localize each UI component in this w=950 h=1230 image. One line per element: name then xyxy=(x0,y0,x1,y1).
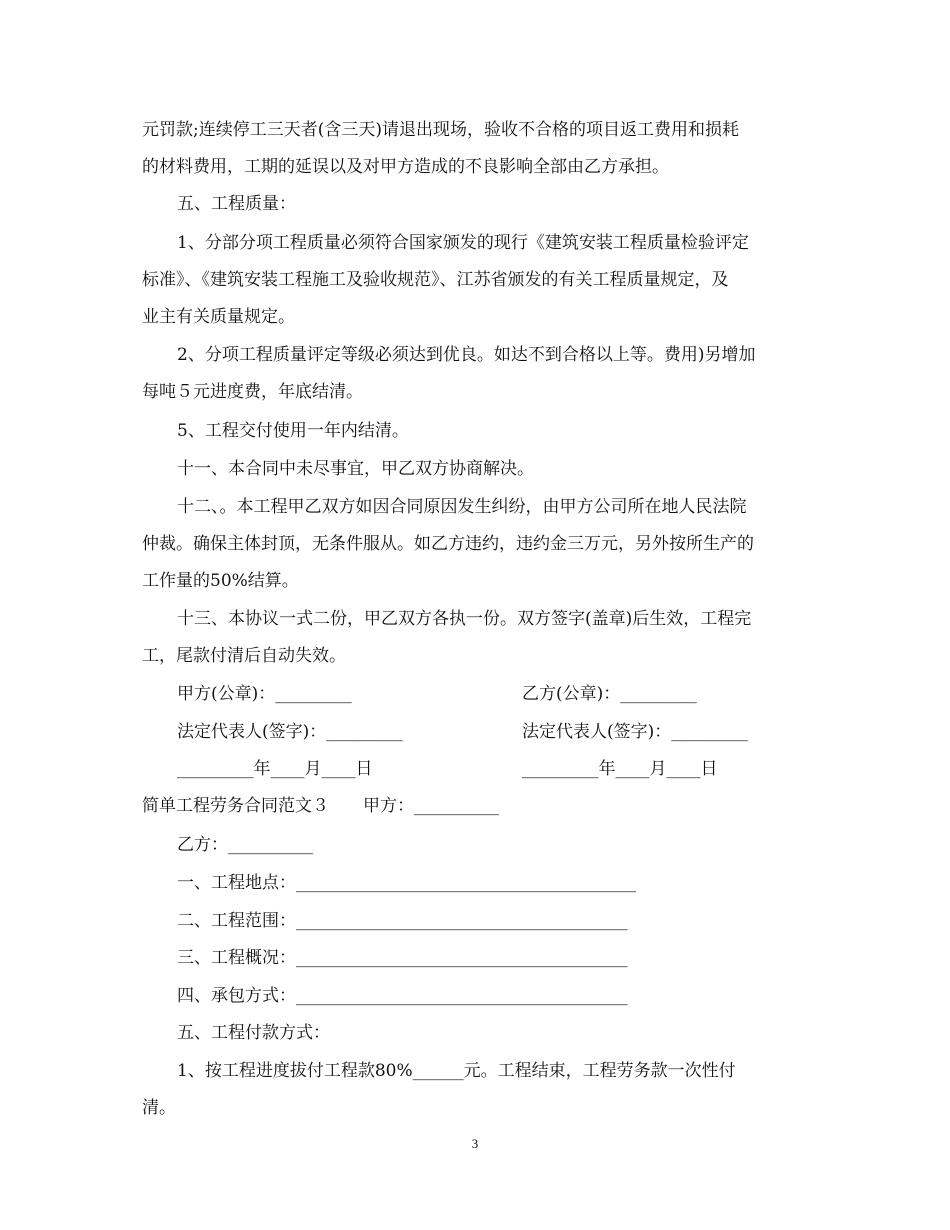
clause-eleven: 十一、本合同中未尽事宜，甲乙双方协商解决。 xyxy=(177,459,534,479)
contract-title-line: 简单工程劳务合同范文３ 甲方：__________ xyxy=(142,796,499,816)
party-a-seal-field: 甲方(公章)：_________ xyxy=(177,684,352,704)
paragraph-line: 标准》、《建筑安装工程施工及验收规范》、江苏省颁发的有关工程质量规定，及 xyxy=(142,270,729,290)
payment-clause-cont: 清。 xyxy=(142,1098,176,1118)
paragraph-line: 元罚款;连续停工三天者(含三天)请退出现场，验收不合格的项目返工费用和损耗 xyxy=(142,120,739,140)
contract-method-field: 四、承包方式：_______________________________________ xyxy=(177,986,628,1006)
paragraph-line: 1、分部分项工程质量必须符合国家颁发的现行《建筑安装工程质量检验评定 xyxy=(177,233,749,253)
paragraph-line: 5、工程交付使用一年内结清。 xyxy=(177,421,409,441)
clause-thirteen: 十三、本协议一式二份，甲乙双方各执一份。双方签字(盖章)后生效，工程完 xyxy=(177,609,752,629)
section-heading-quality: 五、工程质量： xyxy=(177,194,296,214)
party-a-date-field: _________年____月____日 xyxy=(177,759,373,779)
paragraph-line: 仲裁。确保主体封顶，无条件服从。如乙方违约，违约金三万元，另外按所生产的 xyxy=(142,534,754,554)
paragraph-line: 2、分项工程质量评定等级必须达到优良。如达不到合格以上等。费用)另增加 xyxy=(177,345,756,365)
party-b-rep-field: 法定代表人(签字)：_________ xyxy=(522,722,748,742)
payment-heading: 五、工程付款方式： xyxy=(177,1023,330,1043)
paragraph-line: 工作量的50%结算。 xyxy=(142,571,299,591)
project-location-field: 一、工程地点：________________________________________ xyxy=(177,873,636,893)
payment-clause: 1、按工程进度拔付工程款80%______元。工程结束，工程劳务款一次性付 xyxy=(177,1061,736,1081)
project-overview-field: 三、工程概况：_______________________________________ xyxy=(177,948,628,968)
party-a-rep-field: 法定代表人(签字)：_________ xyxy=(177,722,403,742)
paragraph-line: 业主有关质量规定。 xyxy=(142,307,295,327)
page-number: 3 xyxy=(471,1136,479,1151)
party-b-field: 乙方：__________ xyxy=(177,835,313,855)
paragraph-line: 的材料费用，工期的延误以及对甲方造成的不良影响全部由乙方承担。 xyxy=(142,157,669,177)
paragraph-line: 每吨５元进度费，年底结清。 xyxy=(142,382,363,402)
party-b-date-field: _________年____月____日 xyxy=(522,759,718,779)
party-b-seal-field: 乙方(公章)：_________ xyxy=(522,684,697,704)
paragraph-line: 工，尾款付清后自动失效。 xyxy=(142,646,346,666)
project-scope-field: 二、工程范围：_______________________________________ xyxy=(177,911,628,931)
clause-twelve: 十二、。本工程甲乙双方如因合同原因发生纠纷，由甲方公司所在地人民法院 xyxy=(177,497,747,517)
